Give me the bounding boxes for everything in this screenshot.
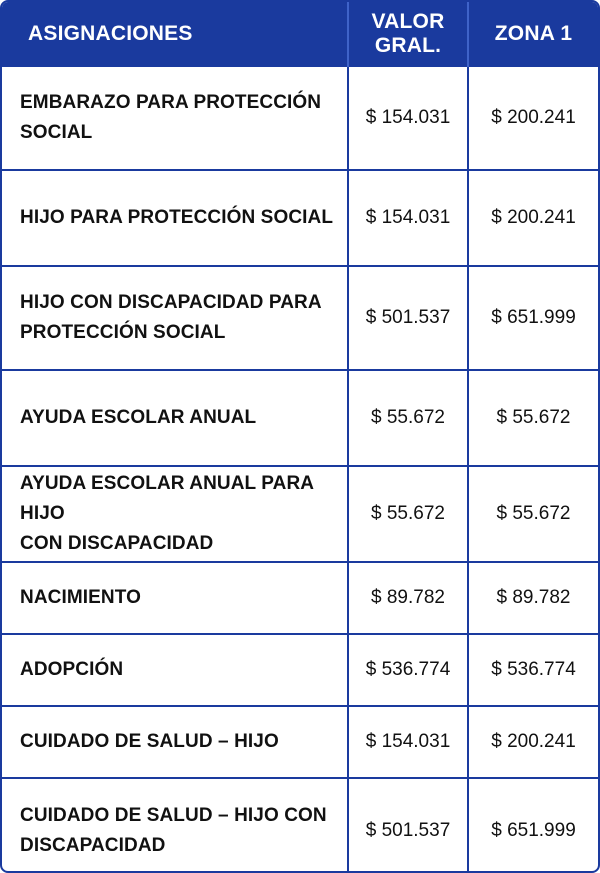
table-row <box>2 466 598 562</box>
row-valor: $ 55.672 <box>348 370 468 466</box>
row-label-line1: HIJO CON DISCAPACIDAD PARA <box>20 292 322 313</box>
header-valor-line2: GRAL. <box>374 33 442 57</box>
row-zona: $ 200.241 <box>468 170 598 266</box>
table-row <box>2 66 598 170</box>
row-label-line1: AYUDA ESCOLAR ANUAL PARA HIJO <box>20 473 314 524</box>
row-valor: $ 89.782 <box>348 562 468 634</box>
header-valor-gral <box>348 2 468 66</box>
row-valor: $ 154.031 <box>348 170 468 266</box>
row-valor: $ 501.537 <box>348 778 468 873</box>
row-label-line2: SOCIAL <box>20 122 93 143</box>
table-row <box>2 778 598 873</box>
row-label-line2: DISCAPACIDAD <box>20 834 166 856</box>
row-zona: $ 89.782 <box>468 562 598 634</box>
row-label-line1: CUIDADO DE SALUD – HIJO CON <box>20 804 327 826</box>
header-asignaciones: ASIGNACIONES <box>2 2 348 66</box>
row-zona: $ 200.241 <box>468 66 598 170</box>
row-label-line2: PROTECCIÓN SOCIAL <box>20 322 226 343</box>
row-valor: $ 154.031 <box>348 66 468 170</box>
table-row <box>2 706 598 778</box>
row-label: CUIDADO DE SALUD – HIJO <box>2 706 348 778</box>
row-label <box>2 466 348 562</box>
header-zona-1: ZONA 1 <box>468 2 598 66</box>
row-zona: $ 651.999 <box>468 266 598 370</box>
table-row <box>2 266 598 370</box>
table-row <box>2 170 598 266</box>
row-zona: $ 536.774 <box>468 634 598 706</box>
row-valor: $ 154.031 <box>348 706 468 778</box>
row-label: NACIMIENTO <box>2 562 348 634</box>
header-valor-line1: VALOR <box>371 9 445 33</box>
row-zona: $ 200.241 <box>468 706 598 778</box>
header-row <box>2 2 598 66</box>
row-label: ADOPCIÓN <box>2 634 348 706</box>
row-label <box>2 778 348 873</box>
row-label <box>2 66 348 170</box>
row-valor: $ 501.537 <box>348 266 468 370</box>
row-label: HIJO PARA PROTECCIÓN SOCIAL <box>2 170 348 266</box>
row-label <box>2 266 348 370</box>
row-zona: $ 651.999 <box>468 778 598 873</box>
row-valor: $ 536.774 <box>348 634 468 706</box>
table-row <box>2 634 598 706</box>
row-valor: $ 55.672 <box>348 466 468 562</box>
row-label: AYUDA ESCOLAR ANUAL <box>2 370 348 466</box>
row-label-line1: EMBARAZO PARA PROTECCIÓN <box>20 92 322 113</box>
asignaciones-table <box>2 2 598 873</box>
row-zona: $ 55.672 <box>468 370 598 466</box>
row-zona: $ 55.672 <box>468 466 598 562</box>
table-row <box>2 370 598 466</box>
table-row <box>2 562 598 634</box>
row-label-line2: CON DISCAPACIDAD <box>20 533 214 554</box>
